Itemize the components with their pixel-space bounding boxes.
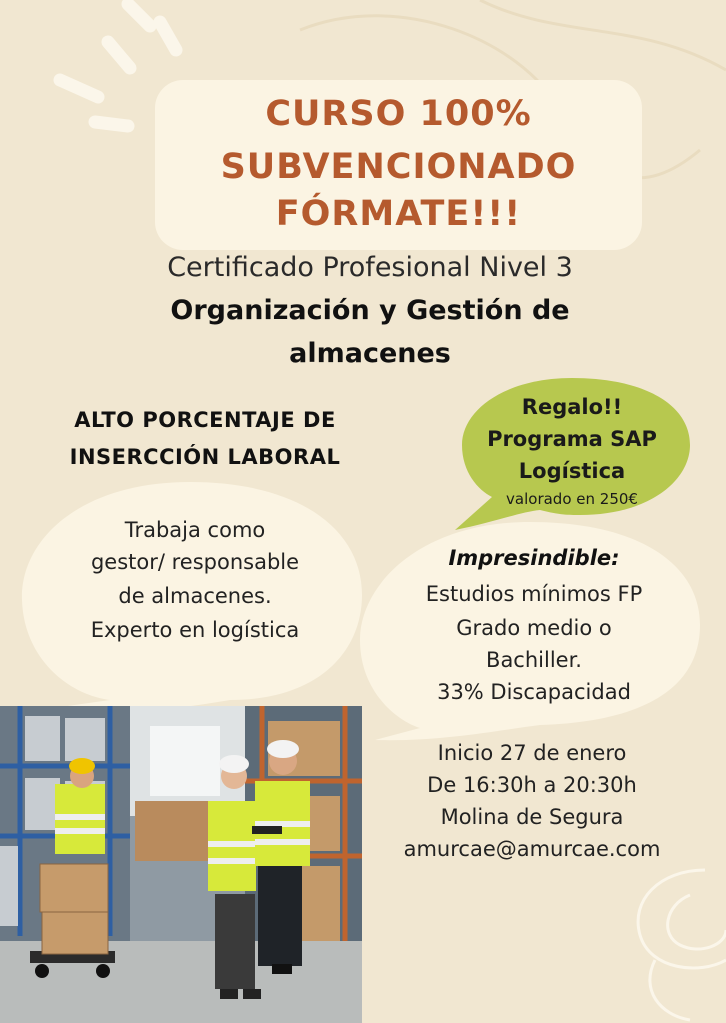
start-date: Inicio 27 de enero [437,741,627,765]
contact-email: amurcae@amurcae.com [403,837,661,861]
swirl-icon [638,870,726,1020]
gift-line3: Logística [518,459,626,483]
requirements-line2: Grado medio o [456,616,612,640]
course-title-line1: Organización y Gestión de [170,295,570,326]
course-title-line2: almacenes [289,338,451,369]
requirements-title: Impresindible: [448,546,620,570]
job-line1: Trabaja como [124,518,266,542]
certificate-level: Certificado Profesional Nivel 3 [167,252,573,283]
requirements-line3: Bachiller. [486,648,582,672]
gift-value: valorado en 250€ [506,490,638,508]
schedule-hours: De 16:30h a 20:30h [427,773,637,797]
job-line4: Experto en logística [90,618,300,642]
gift-line2: Programa SAP [487,427,657,451]
headline-line3: FÓRMATE!!! [275,194,522,234]
job-line2: gestor/ responsable [90,550,300,574]
warehouse-workers-photo [0,706,362,1023]
location: Molina de Segura [440,805,624,829]
job-line3: de almacenes. [118,584,272,608]
insertion-line2: INSERCCIÓN LABORAL [69,445,341,469]
gift-line1: Regalo!! [521,395,623,419]
requirements-line4: 33% Discapacidad [437,680,631,704]
headline-line2: SUBVENCIONADO [220,147,577,187]
insertion-line1: ALTO PORCENTAJE DE [74,408,336,432]
requirements-line1: Estudios mínimos FP [425,582,643,606]
headline-line1: CURSO 100% [265,94,532,134]
